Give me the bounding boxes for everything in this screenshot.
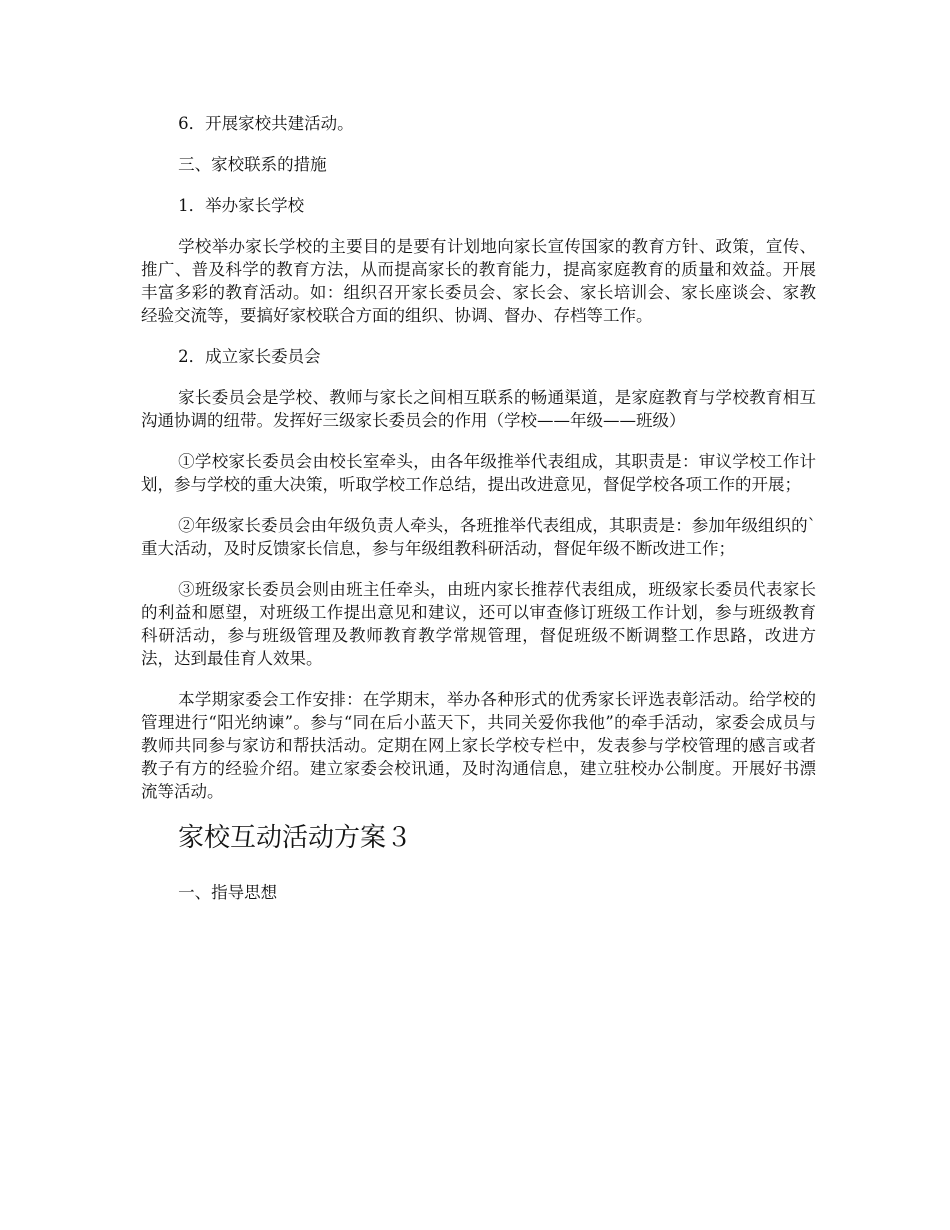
paragraph-class-committee: ③班级家长委员会则由班主任牵头，由班内家长推荐代表组成，班级家长委员代表家长的利益和愿望，对班级工作提出意见和建议，还可以审查修订班级工作计划，参与班级教育科研活动，参与班级管理及教师教育教学常规管理，督促班级不断调整工作思路，改进方法，达到最佳育人效果。 [141, 580, 816, 668]
paragraph-term-arrangement: 本学期家委会工作安排：在学期末，举办各种形式的优秀家长评选表彰活动。给学校的管理进行“阳光纳谏”。参与“同在后小蓝天下，共同关爱你我他”的牵手活动，家委会成员与教师共同参与家访和帮扶活动。定期在网上家长学校专栏中，发表参与学校管理的感言或者教子有方的经验介绍。建立家委会校讯通，及时沟通信息，建立驻校办公制度。开展好书漂流等活动。 [141, 690, 816, 801]
subheading-parent-committee: 2．成立家长委员会 [178, 347, 321, 366]
section-title: 家校互动活动方案３ [178, 823, 413, 853]
paragraph-school-committee: ①学校家长委员会由校长室牵头，由各年级推举代表组成，其职责是：审议学校工作计划，参与学校的重大决策，听取学校工作总结，提出改进意见，督促学校各项工作的开展； [141, 452, 816, 494]
paragraph-parent-committee: 家长委员会是学校、教师与家长之间相互联系的畅通渠道，是家庭教育与学校教育相互沟通协调的纽带。发挥好三级家长委员会的作用（学校——年级——班级） [141, 388, 816, 430]
paragraph-grade-committee: ②年级家长委员会由年级负责人牵头，各班推举代表组成，其职责是：参加年级组织的`重大活动，及时反馈家长信息，参与年级组教科研活动，督促年级不断改进工作； [141, 516, 816, 558]
list-item-6: 6．开展家校共建活动。 [178, 114, 354, 133]
document-body [141, 112, 816, 922]
subheading-parent-school: 1．举办家长学校 [178, 196, 305, 215]
section-heading-guiding-ideology: 一、指导思想 [178, 883, 278, 902]
paragraph-parent-school: 学校举办家长学校的主要目的是要有计划地向家长宣传国家的教育方针、政策，宣传、推广、普及科学的教育方法，从而提高家长的教育能力，提高家庭教育的质量和效益。开展丰富多彩的教育活动。如：组织召开家长委员会、家长会、家长培训会、家长座谈会、家教经验交流等，要搞好家校联合方面的组织、协调、督办、存档等工作。 [141, 237, 816, 325]
section-heading-measures: 三、家校联系的措施 [178, 155, 327, 174]
